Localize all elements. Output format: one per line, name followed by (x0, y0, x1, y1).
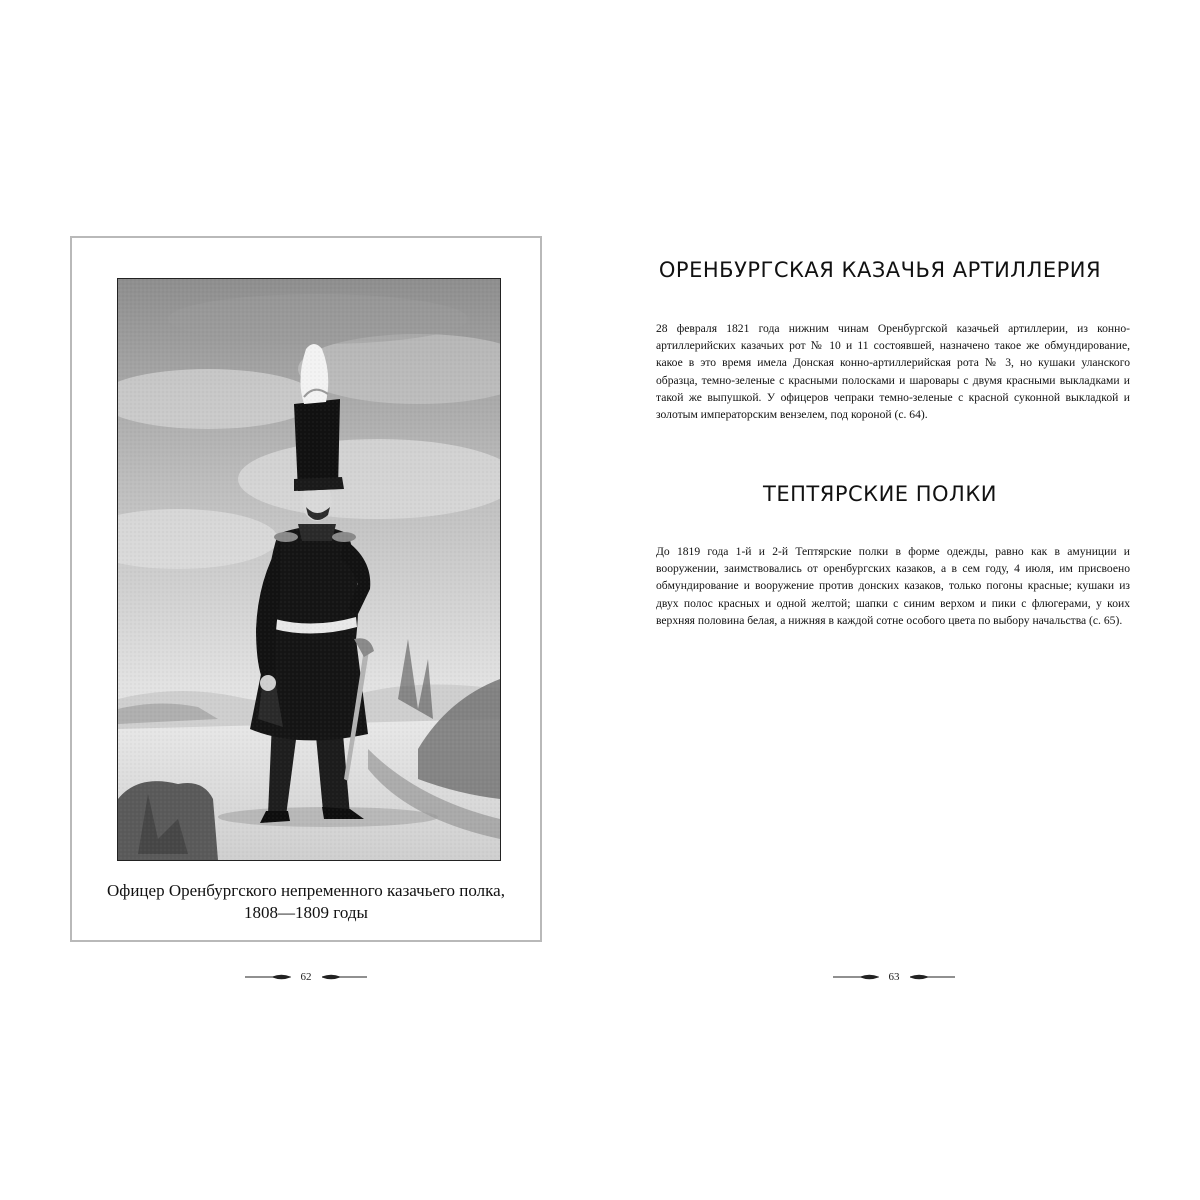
left-flourish-icon (245, 973, 291, 981)
page-number-62: 62 (300, 971, 312, 983)
right-flourish-icon (322, 973, 368, 981)
caption-line-1: Офицер Оренбургского непременного казачьего полка, (107, 881, 505, 900)
illustration-plate (70, 236, 542, 942)
illustration-caption (72, 880, 540, 924)
officer-illustration (117, 278, 501, 861)
left-flourish-icon (833, 973, 879, 981)
section-title-teptyar: ТЕПТЯРСКИЕ ПОЛКИ (763, 482, 997, 506)
section-text-teptyar: До 1819 года 1-й и 2-й Тептярские полки в форме одежды, равно как в амуниции и вооружении, заимствовались от оренбургских казаков, а в сем году, 4 июля, им присвоено обмундирование и вооружение против донских казаков, только погоны красные; кушаки из двух полос красных и одной желтой; шапки с синим верхом и пики с флюгерами, у коих верхняя половина белая, а нижняя в каждой сотне особого цвета по выбору начальства (с. 65). (656, 545, 1130, 627)
cossack-officer-engraving-icon (118, 279, 500, 860)
page-number-left (245, 969, 367, 985)
section-title-artillery: ОРЕНБУРГСКАЯ КАЗАЧЬЯ АРТИЛЛЕРИЯ (658, 258, 1102, 282)
right-flourish-icon (910, 973, 956, 981)
section-text-artillery: 28 февраля 1821 года нижним чинам Оренбургской казачьей артиллерии, из конно-артиллерийских казачьих рот № 10 и 11 состоявшей, назначено такое же обмундирование, какое в это время имела Донская конно-артиллерийская рота № 3, но кушаки уланского образца, темно-зеленые с красными полосками и шаровары с двумя красными выкладками и такой же выпушкой. У офицеров чепраки темно-зеленые с красной суконной выкладкой и золотым императорским вензелем, под короной (с. 64). (656, 322, 1130, 422)
caption-line-2: 1808—1809 годы (244, 903, 368, 922)
page-number-63: 63 (888, 971, 900, 983)
page-number-right (833, 969, 955, 985)
